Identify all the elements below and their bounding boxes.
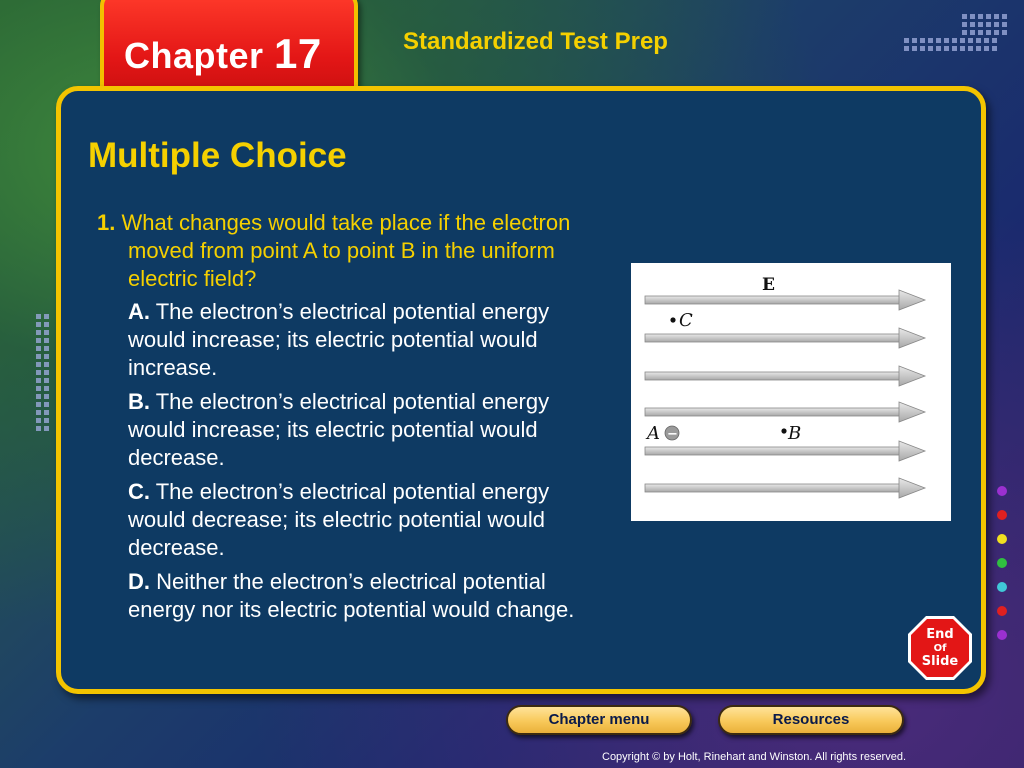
- chapter-word: Chapter: [124, 35, 264, 76]
- field-line: [645, 478, 925, 498]
- decorative-dots: [997, 486, 1007, 654]
- point-c-label: C: [679, 310, 693, 331]
- decorative-dot: [997, 630, 1007, 640]
- electric-field-figure: [631, 263, 951, 521]
- answer-text: The electron’s electrical potential energy would decrease; its electric potential would decrease.: [128, 479, 550, 560]
- question: [88, 209, 608, 293]
- point-a-label: A: [647, 423, 660, 444]
- end-of-slide-button[interactable]: [906, 614, 974, 682]
- chapter-menu-button[interactable]: Chapter menu: [506, 705, 692, 735]
- field-line: [645, 290, 925, 310]
- decorative-dot: [997, 582, 1007, 592]
- answer-letter: C.: [128, 479, 150, 504]
- stop-sign-icon: [906, 614, 974, 682]
- decorative-pixel-grid-top-right: [962, 14, 1007, 35]
- answer-text: The electron’s electrical potential energy would increase; its electric potential would increase.: [128, 299, 550, 380]
- answer-text: The electron’s electrical potential energy would increase; its electric potential would decrease.: [128, 389, 550, 470]
- answer-c[interactable]: [128, 478, 608, 562]
- page-title: Multiple Choice: [88, 136, 347, 175]
- field-label: E: [762, 275, 775, 295]
- decorative-pixel-grid-top-right-2: [904, 38, 997, 51]
- decorative-dot: [997, 606, 1007, 616]
- electron-sign: −: [667, 427, 678, 442]
- electric-field-diagram: [631, 263, 951, 521]
- answer-a[interactable]: [128, 298, 608, 382]
- field-line: [645, 441, 925, 461]
- answer-letter: A.: [128, 299, 150, 324]
- answer-letter: B.: [128, 389, 150, 414]
- section-label: Standardized Test Prep: [403, 28, 668, 55]
- question-text: What changes would take place if the electron moved from point A to point B in the uniform electric field?: [121, 210, 571, 291]
- answer-list: [128, 298, 608, 630]
- answer-text: Neither the electron’s electrical potential energy nor its electric potential would change.: [128, 569, 575, 622]
- answer-b[interactable]: [128, 388, 608, 472]
- end-of-slide-text-line1: End: [926, 627, 954, 642]
- answer-d[interactable]: [128, 568, 608, 624]
- point-b-label: B: [788, 423, 802, 444]
- copyright-notice: Copyright © by Holt, Rinehart and Winston. All rights reserved.: [602, 751, 907, 763]
- decorative-dot: [997, 534, 1007, 544]
- chapter-title: [124, 30, 322, 78]
- decorative-pixel-grid-left: [36, 314, 49, 431]
- decorative-dot: [997, 558, 1007, 568]
- chapter-number: 17: [274, 30, 322, 77]
- end-of-slide-text-line2: Of: [933, 643, 947, 654]
- question-number: 1.: [97, 210, 116, 235]
- decorative-dot: [997, 510, 1007, 520]
- answer-letter: D.: [128, 569, 150, 594]
- field-line: [645, 366, 925, 386]
- field-line: [645, 402, 925, 422]
- resources-button[interactable]: Resources: [718, 705, 904, 735]
- end-of-slide-text-line3: Slide: [921, 654, 959, 669]
- field-line: [645, 328, 925, 348]
- point-b-marker: [781, 428, 786, 433]
- point-c-marker: [670, 317, 675, 322]
- decorative-dot: [997, 486, 1007, 496]
